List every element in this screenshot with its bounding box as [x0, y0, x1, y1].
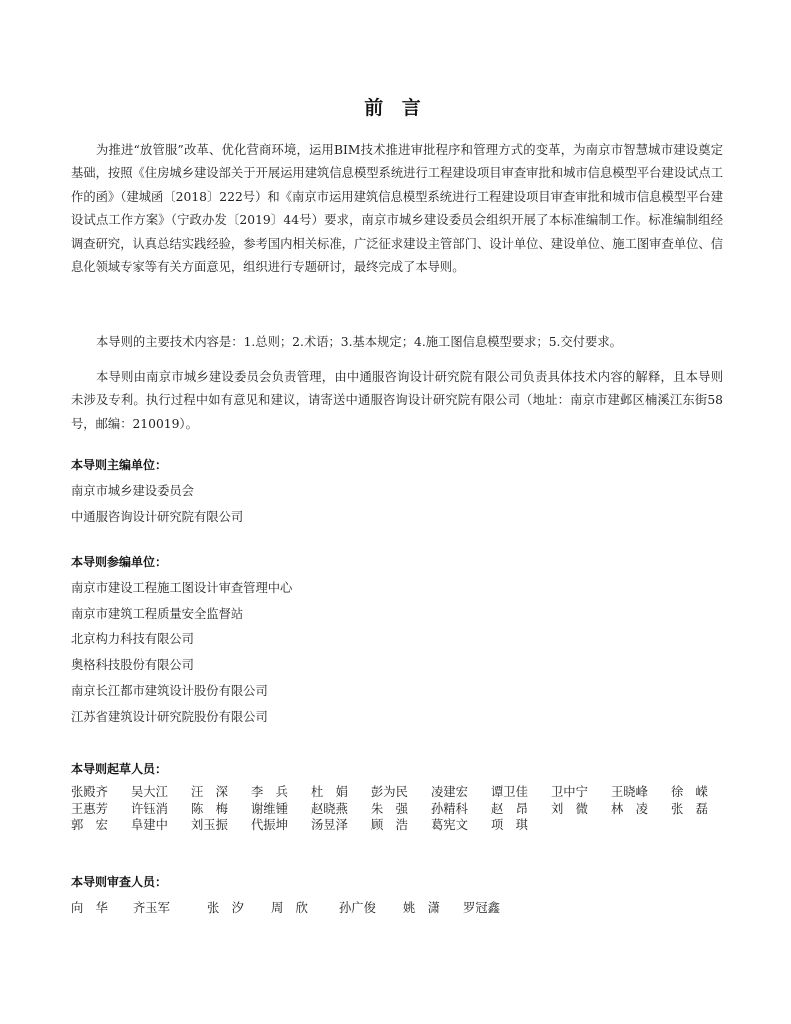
reviewers-heading: 本导则审查人员： [71, 875, 168, 889]
drafter-name: 许钰消 [131, 801, 168, 816]
drafter-name: 刘 微 [551, 801, 588, 816]
drafter-name: 汤昱泽 [311, 818, 348, 832]
reviewer-name: 向 华 [71, 901, 108, 915]
drafter-name: 王惠芳 [71, 801, 108, 816]
reviewer-name: 孙广俊 [339, 901, 376, 915]
participating-unit-item: 奥格科技股份有限公司 [71, 658, 194, 672]
participating-units-heading: 本导则参编单位： [71, 555, 168, 569]
chief-units-heading: 本导则主编单位： [71, 458, 168, 472]
intro-paragraph: 为推进“放管服”改革、优化营商环境，运用BIM技术推进审批程序和管理方式的变革，为南京市智慧城市建设奠定基础，按照《住房城乡建设部关于开展运用建筑信息模型系统进行工程建设项目审查审批和城市信息模型平台建设试点工作的函》（建城函〔2018〕222号）和《南京市运用建筑信息模型系统进行工程建设项目审查审批和城市信息模型平台建设试点工作方案》（宁政办发〔2019〕44号）要求，南京市城乡建设委员会组织开展了本标准编制工作。标准编制组经调查研究，认真总结实践经验，参考国内相关标准，广泛征求建设主管部门、设计单位、建设单位、施工图审查单位、信息化领域专家等有关方面意见，组织进行专题研讨，最终完成了本导则。 [71, 143, 723, 275]
participating-unit-item: 南京长江都市建筑设计股份有限公司 [71, 684, 268, 698]
drafter-name: 杜 娟 [311, 785, 348, 799]
reviewer-name: 张 汐 [207, 901, 244, 915]
drafter-name: 朱 强 [371, 801, 408, 816]
page-title: 前 言 [364, 97, 427, 119]
reviewer-name: 周 欣 [271, 901, 308, 915]
reviewers-list [71, 898, 523, 916]
drafter-name: 徐 嵘 [671, 785, 708, 799]
participating-unit-item: 南京市建设工程施工图设计审查管理中心 [71, 581, 293, 595]
drafter-name: 代振坤 [251, 818, 288, 832]
drafter-name: 彭为民 [371, 785, 408, 799]
management-paragraph: 本导则由南京市城乡建设委员会负责管理，由中通服咨询设计研究院有限公司负责具体技术内容的解释，且本导则未涉及专利。执行过程中如有意见和建议，请寄送中通服咨询设计研究院有限公司（地址：南京市建邺区楠溪江东街58号，邮编：210019）。 [71, 370, 723, 431]
drafter-name: 吴大江 [131, 785, 168, 799]
drafters-list [71, 784, 731, 834]
drafter-name: 阜建中 [131, 818, 168, 832]
drafter-name: 张 磊 [671, 801, 708, 816]
drafter-name: 赵晓燕 [311, 801, 348, 816]
drafter-name: 刘玉振 [191, 818, 228, 832]
chief-unit-item: 南京市城乡建设委员会 [71, 484, 194, 498]
drafter-name: 凌建宏 [431, 785, 468, 799]
drafters-heading: 本导则起草人员： [71, 762, 168, 776]
reviewer-name: 齐玉军 [133, 901, 170, 915]
reviewer-name: 姚 潇 [403, 901, 440, 915]
drafter-name: 谭卫佳 [491, 785, 528, 799]
drafter-name: 赵 昂 [491, 801, 528, 816]
drafter-name: 王晓峰 [611, 785, 648, 799]
drafter-name: 孙精科 [431, 801, 468, 816]
content-paragraph: 本导则的主要技术内容是：1.总则；2.术语；3.基本规定；4.施工图信息模型要求；5.交付要求。 [96, 335, 622, 349]
drafter-name: 葛宪文 [431, 818, 468, 832]
drafter-name: 谢维锺 [251, 801, 288, 816]
participating-unit-item: 南京市建筑工程质量安全监督站 [71, 607, 244, 621]
participating-unit-item: 江苏省建筑设计研究院股份有限公司 [71, 710, 268, 724]
drafter-name: 汪 深 [191, 785, 228, 799]
participating-unit-item: 北京构力科技有限公司 [71, 632, 194, 646]
chief-unit-item: 中通服咨询设计研究院有限公司 [71, 510, 244, 524]
reviewer-name: 罗冠鑫 [463, 901, 500, 915]
drafter-name: 张殿齐 [71, 785, 108, 799]
drafter-name: 顾 浩 [371, 818, 408, 832]
drafter-name: 林 凌 [611, 801, 648, 816]
drafter-name: 项 琪 [491, 818, 528, 832]
drafter-name: 陈 梅 [191, 801, 228, 816]
drafter-name: 卫中宁 [551, 785, 588, 799]
drafter-name: 李 兵 [251, 785, 288, 799]
drafter-name: 郭 宏 [71, 818, 108, 832]
